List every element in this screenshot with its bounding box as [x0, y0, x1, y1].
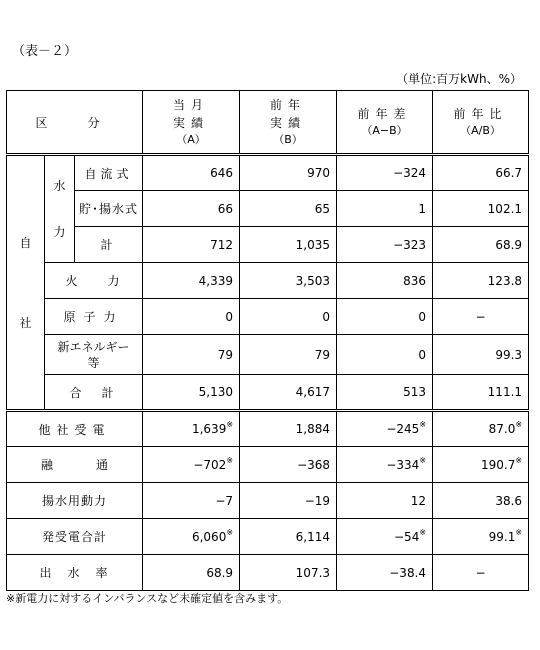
header-previous-line2: 実績	[270, 116, 307, 130]
cell-pumping-b: −19	[240, 483, 337, 519]
header-diff	[337, 91, 433, 155]
table-row	[7, 447, 529, 483]
cell-purchased-ratio-value: 87.0	[488, 422, 516, 436]
cell-nuclear-diff: 0	[337, 299, 433, 335]
cell-water-rate-diff: −38.4	[337, 555, 433, 591]
row-label-self-flow: 自流式	[75, 155, 143, 191]
cell-total-diff-value: −54	[394, 529, 420, 544]
cell-purchased-diff-value: −245	[386, 422, 420, 436]
note-mark: ※	[226, 420, 234, 429]
header-previous	[240, 91, 337, 155]
row-label-nuclear: 原子力	[45, 299, 143, 335]
row-label-thermal: 火 力	[45, 263, 143, 299]
row-label-purchased: 他社受電	[7, 411, 143, 447]
cell-storage-diff: 1	[337, 191, 433, 227]
note-mark: ※	[226, 527, 234, 537]
row-label-water-rate: 出 水 率	[7, 555, 143, 591]
cell-pumping-ratio: 38.6	[433, 483, 529, 519]
cell-storage-a: 66	[143, 191, 240, 227]
row-label-interchange-right: 通	[96, 458, 109, 472]
cell-thermal-b: 3,503	[240, 263, 337, 299]
note-mark: ※	[419, 527, 427, 537]
header-current-line2: 実績	[173, 116, 210, 130]
cell-thermal-ratio: 123.8	[433, 263, 529, 299]
cell-purchased-diff	[337, 411, 433, 447]
cell-nuclear-a: 0	[143, 299, 240, 335]
table-row	[7, 335, 529, 375]
cell-new-energy-a: 79	[143, 335, 240, 375]
group-hydro-char-1: 水	[53, 179, 66, 193]
header-row	[7, 91, 529, 155]
table-row	[7, 411, 529, 447]
cell-nuclear-b: 0	[240, 299, 337, 335]
cell-total-diff	[337, 519, 433, 555]
cell-storage-b: 65	[240, 191, 337, 227]
header-current-line1: 当月	[173, 98, 210, 112]
group-self-char-2: 社	[19, 315, 32, 330]
note-mark: ※	[419, 455, 427, 465]
table-row	[7, 555, 529, 591]
group-self-label	[7, 155, 45, 411]
cell-hydro-total-diff: −323	[337, 227, 433, 263]
cell-self-flow-b: 970	[240, 155, 337, 191]
row-label-interchange	[7, 447, 143, 483]
cell-self-total-diff: 513	[337, 375, 433, 411]
table-row	[7, 483, 529, 519]
row-label-total: 発受電合計	[7, 519, 143, 555]
cell-hydro-total-b: 1,035	[240, 227, 337, 263]
table-row	[7, 299, 529, 335]
cell-interchange-ratio-value: 190.7	[480, 457, 516, 472]
cell-self-total-b: 4,617	[240, 375, 337, 411]
cell-self-total-a: 5,130	[143, 375, 240, 411]
header-diff-line1: 前年差	[357, 107, 412, 121]
row-label-new-energy	[45, 335, 143, 375]
row-label-new-energy-line2: 等	[87, 355, 100, 370]
cell-total-ratio	[433, 519, 529, 555]
cell-interchange-a	[143, 447, 240, 483]
cell-thermal-a: 4,339	[143, 263, 240, 299]
cell-total-ratio-value: 99.1	[488, 529, 516, 544]
row-label-pumping: 揚水用動力	[7, 483, 143, 519]
cell-pumping-a: −7	[143, 483, 240, 519]
header-previous-line1: 前年	[270, 98, 307, 112]
cell-self-total-ratio: 111.1	[433, 375, 529, 411]
header-ratio	[433, 91, 529, 155]
cell-interchange-a-value: −702	[193, 457, 227, 472]
cell-nuclear-ratio: −	[433, 299, 529, 335]
cell-total-b: 6,114	[240, 519, 337, 555]
note-mark: ※	[515, 420, 523, 429]
group-hydro-label	[45, 155, 75, 263]
cell-water-rate-a: 68.9	[143, 555, 240, 591]
cell-total-a	[143, 519, 240, 555]
cell-self-flow-diff: −324	[337, 155, 433, 191]
cell-self-flow-a: 646	[143, 155, 240, 191]
cell-purchased-a-value: 1,639	[191, 422, 227, 436]
cell-interchange-ratio	[433, 447, 529, 483]
cell-new-energy-diff: 0	[337, 335, 433, 375]
header-current	[143, 91, 240, 155]
table-row	[7, 155, 529, 191]
cell-interchange-b: −368	[240, 447, 337, 483]
cell-interchange-diff	[337, 447, 433, 483]
group-self-char-1: 自	[19, 235, 32, 250]
cell-hydro-total-ratio: 68.9	[433, 227, 529, 263]
row-label-storage: 貯･揚水式	[75, 191, 143, 227]
header-current-code: （A）	[176, 133, 206, 146]
cell-new-energy-b: 79	[240, 335, 337, 375]
note-mark: ※	[515, 455, 523, 465]
table-row	[7, 519, 529, 555]
header-previous-code: （B）	[273, 133, 303, 146]
row-label-hydro-total: 計	[75, 227, 143, 263]
unit-label: （単位:百万kWh、%）	[396, 72, 522, 86]
row-label-self-total: 合 計	[45, 375, 143, 411]
electricity-table	[6, 90, 529, 591]
header-ratio-code: （A/B）	[460, 124, 501, 137]
row-label-interchange-left: 融	[41, 458, 54, 472]
cell-thermal-diff: 836	[337, 263, 433, 299]
cell-purchased-ratio	[433, 411, 529, 447]
cell-purchased-b: 1,884	[240, 411, 337, 447]
header-ratio-line1: 前年比	[453, 107, 508, 121]
note-mark: ※	[419, 420, 427, 429]
note-mark: ※	[515, 527, 523, 537]
cell-new-energy-ratio: 99.3	[433, 335, 529, 375]
note-mark: ※	[226, 455, 234, 465]
table-caption: （表－２）	[12, 44, 78, 59]
table-row	[7, 375, 529, 411]
table-row	[7, 191, 529, 227]
footnote: ※新電力に対するインバランスなど未確定値を含みます。	[6, 592, 289, 605]
cell-total-a-value: 6,060	[191, 529, 227, 544]
cell-storage-ratio: 102.1	[433, 191, 529, 227]
group-hydro-char-2: 力	[53, 225, 66, 239]
cell-purchased-a	[143, 411, 240, 447]
header-category: 区 分	[7, 91, 143, 155]
cell-hydro-total-a: 712	[143, 227, 240, 263]
row-label-new-energy-line1: 新エネルギー	[57, 339, 130, 354]
cell-interchange-diff-value: −334	[386, 457, 420, 472]
cell-self-flow-ratio: 66.7	[433, 155, 529, 191]
cell-water-rate-ratio: −	[433, 555, 529, 591]
cell-water-rate-b: 107.3	[240, 555, 337, 591]
table-row	[7, 227, 529, 263]
cell-pumping-diff: 12	[337, 483, 433, 519]
header-diff-code: （A−B）	[361, 124, 408, 137]
table-row	[7, 263, 529, 299]
